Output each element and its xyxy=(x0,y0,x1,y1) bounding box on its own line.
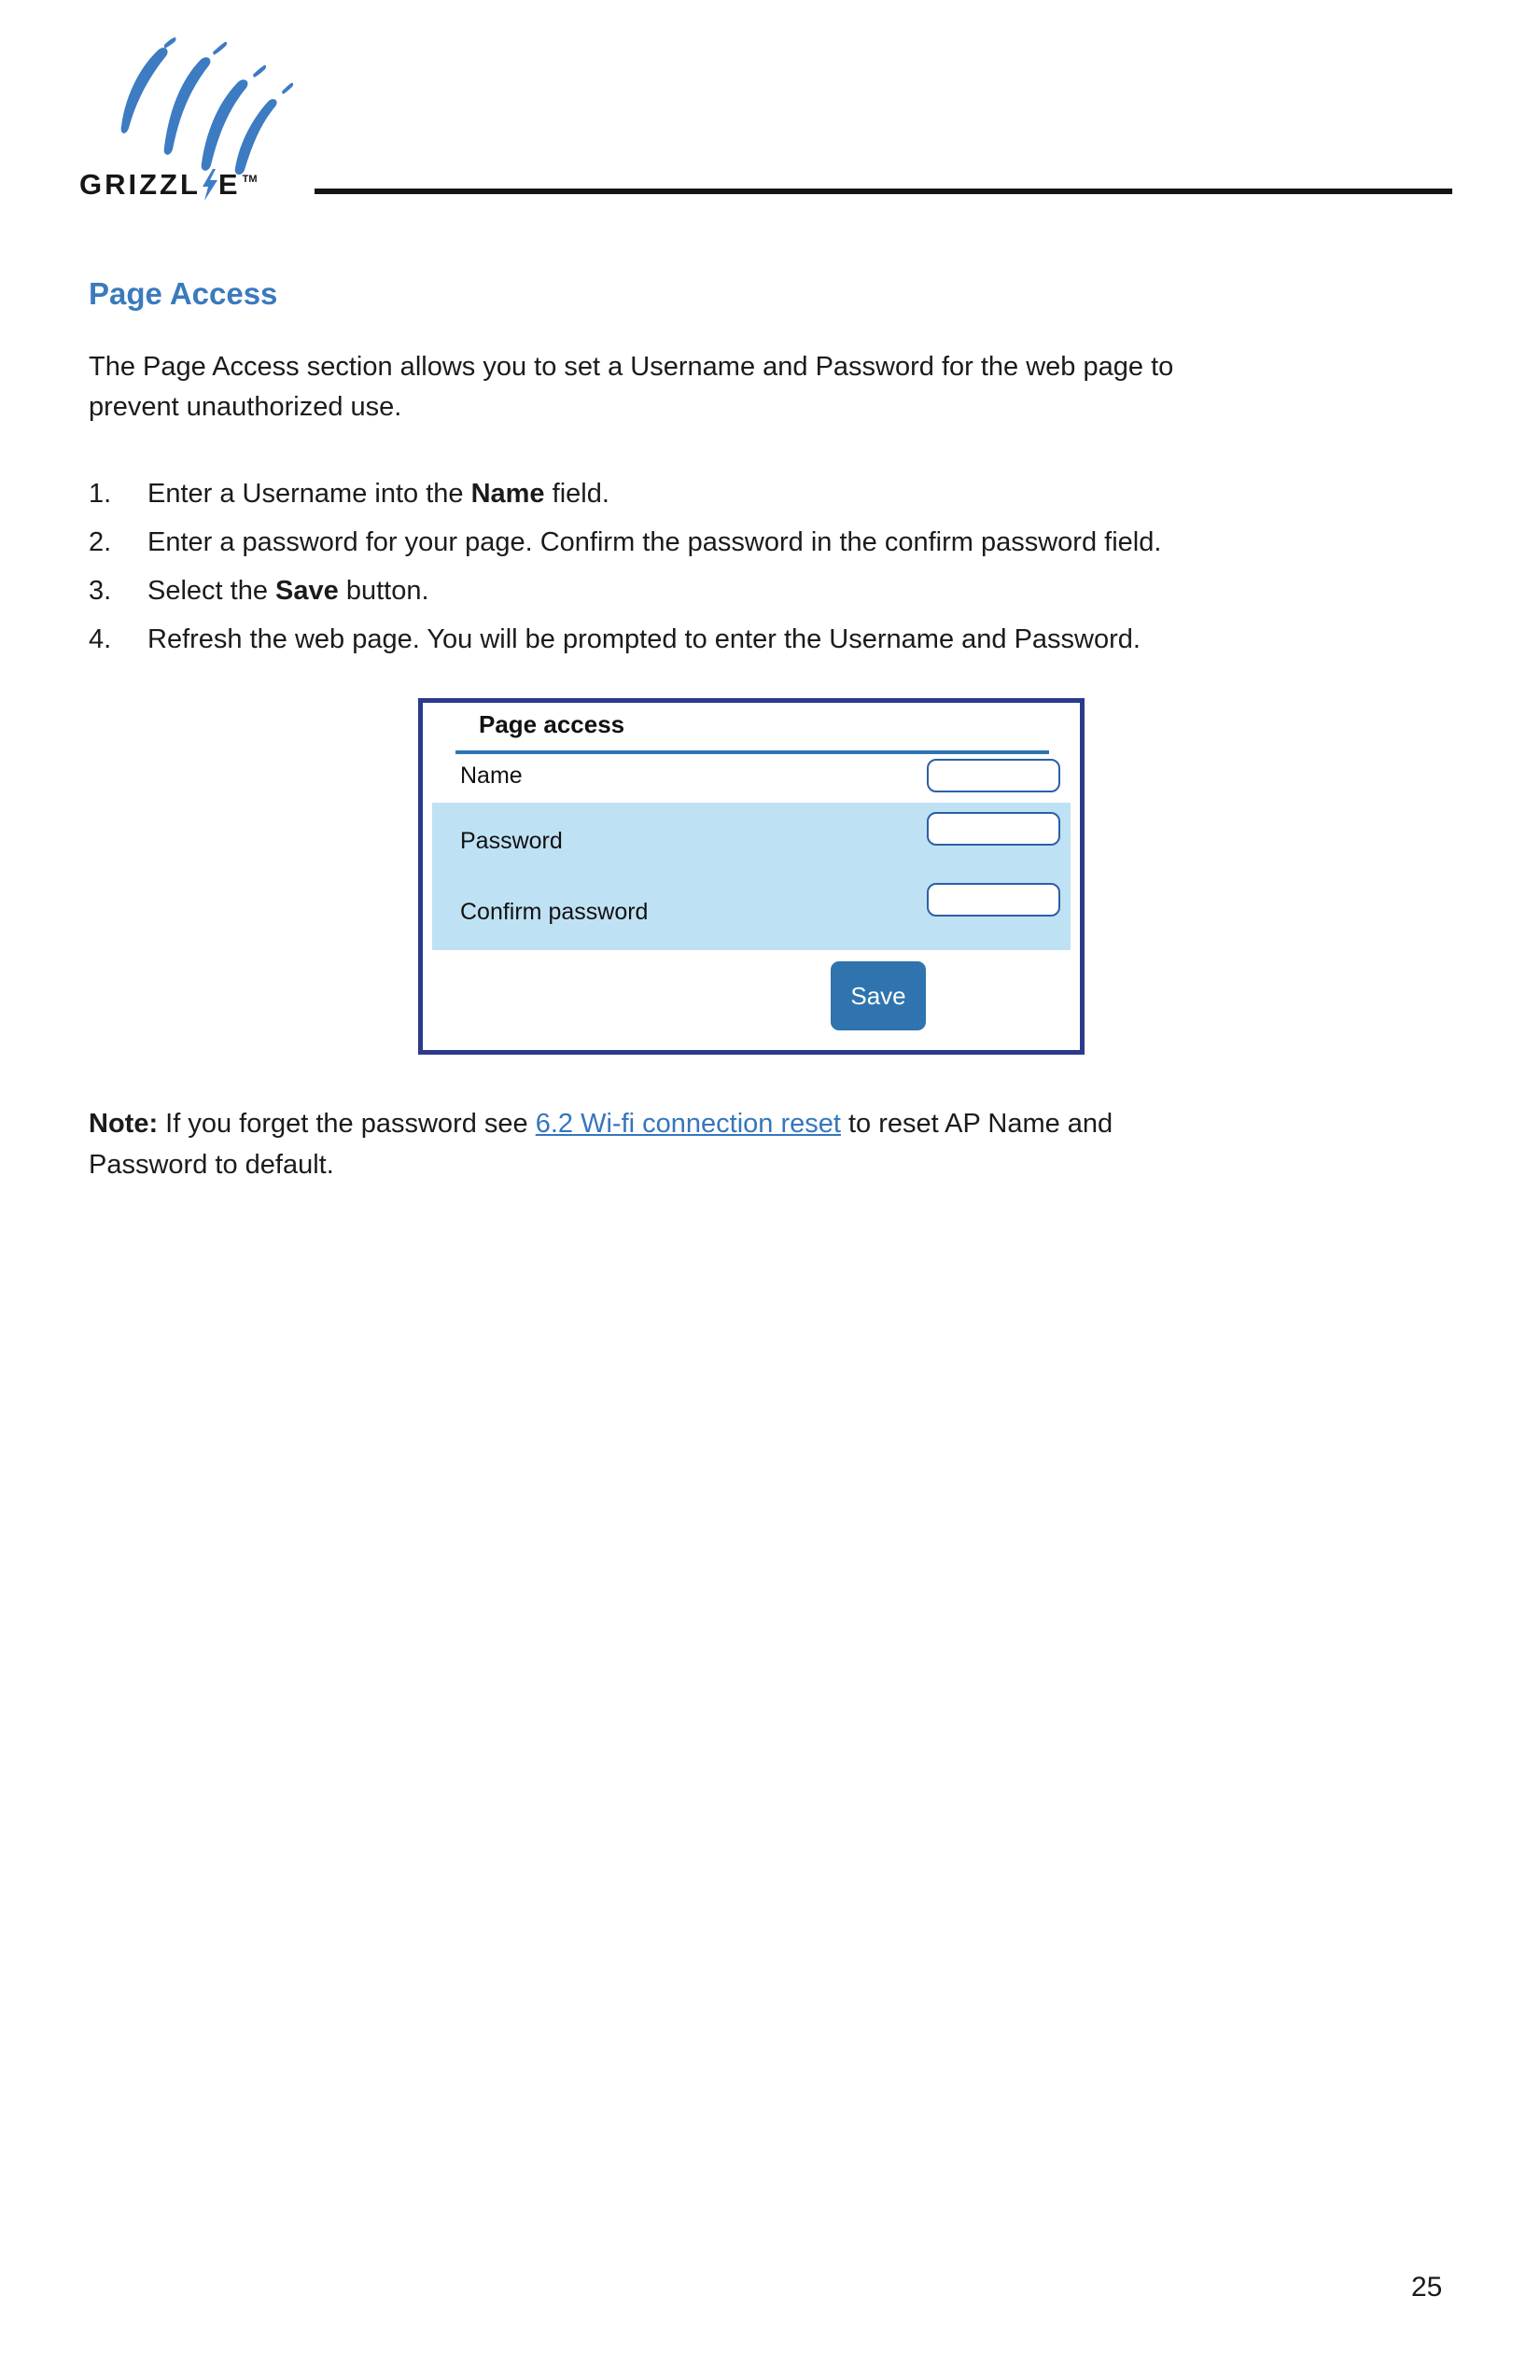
list-item: 1. Enter a Username into the Name field. xyxy=(89,469,1161,518)
password-field-label: Password xyxy=(460,828,563,854)
name-input[interactable] xyxy=(927,759,1060,792)
list-item-number: 1. xyxy=(89,479,112,509)
name-field-label: Name xyxy=(460,763,523,789)
wifi-connection-reset-link[interactable]: 6.2 Wi-fi connection reset xyxy=(535,1109,841,1139)
form-title: Page access xyxy=(479,710,625,738)
instruction-list xyxy=(89,469,1161,664)
form-title-underline xyxy=(455,750,1049,754)
logo-trademark: TM xyxy=(242,174,258,185)
page-access-form xyxy=(418,698,1085,1055)
intro-line-2: prevent unauthorized use. xyxy=(89,392,402,422)
list-item-number: 4. xyxy=(89,624,112,654)
note-line-2: Password to default. xyxy=(89,1150,334,1180)
page-title: Page Access xyxy=(89,276,278,311)
list-item: 2. Enter a password for your page. Confirm the password in the confirm password field. xyxy=(89,518,1161,567)
confirm-password-field-label: Confirm password xyxy=(460,899,649,925)
note-prefix: Note: xyxy=(89,1109,159,1139)
list-item: 4. Refresh the web page. You will be prompted to enter the Username and Password. xyxy=(89,615,1161,664)
password-input[interactable] xyxy=(927,812,1060,846)
note-paragraph xyxy=(89,1103,1113,1185)
save-button[interactable]: Save xyxy=(831,961,926,1030)
confirm-password-input[interactable] xyxy=(927,883,1060,917)
intro-line-1: The Page Access section allows you to set a Username and Password for the web page to xyxy=(89,352,1174,382)
list-item: 3. Select the Save button. xyxy=(89,567,1161,615)
logo-text-right: E xyxy=(217,168,241,201)
intro-paragraph xyxy=(89,347,1173,427)
grizzle-claw-marks-icon xyxy=(82,37,301,177)
note-line-1: Note: If you forget the password see 6.2 Wi-fi connection reset to reset AP Name and xyxy=(89,1109,1113,1139)
list-item-number: 2. xyxy=(89,527,112,557)
header-divider xyxy=(315,189,1452,194)
grizzle-logo xyxy=(79,168,258,202)
lightning-bolt-icon xyxy=(201,169,217,201)
page-number: 25 xyxy=(1411,2272,1443,2303)
list-item-number: 3. xyxy=(89,576,112,606)
logo-text-left: GRIZZL xyxy=(79,168,201,201)
